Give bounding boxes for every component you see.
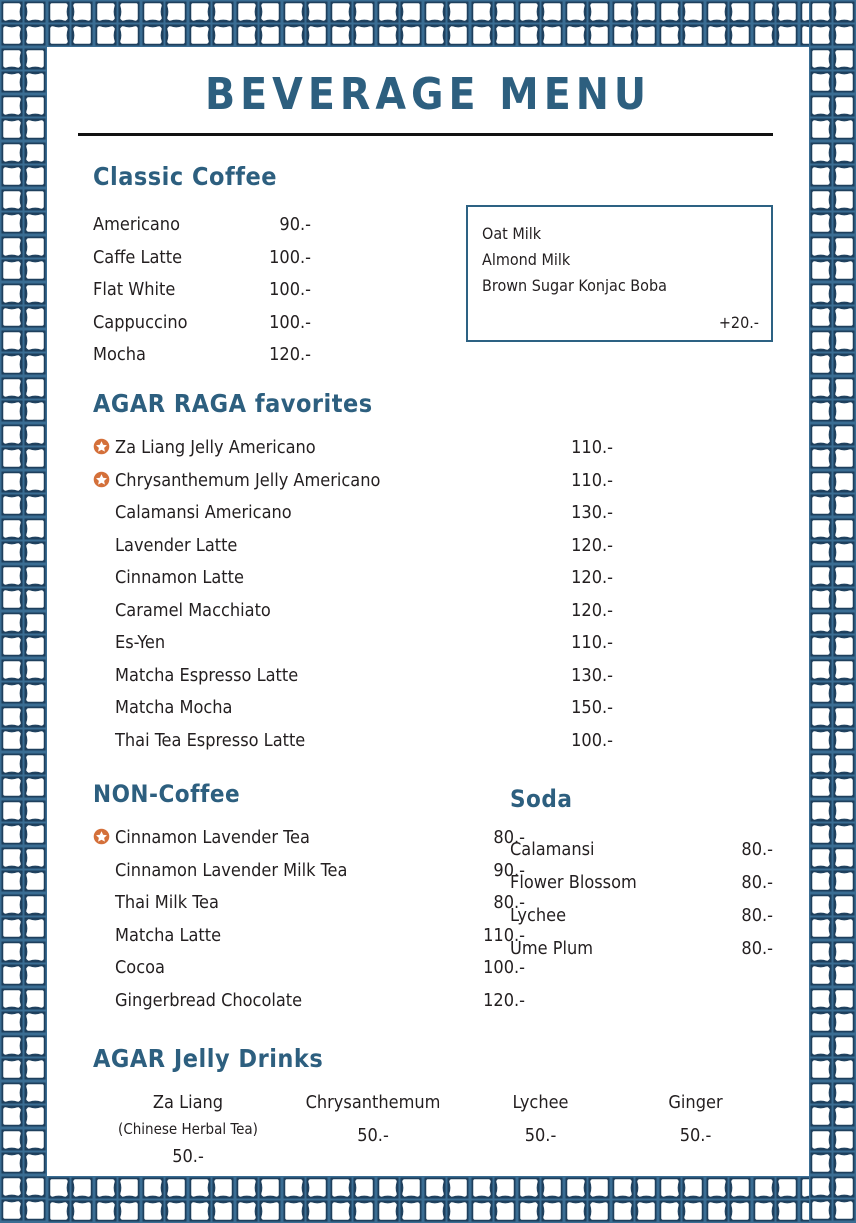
menu-item-row bbox=[93, 209, 343, 242]
soda-list bbox=[510, 833, 773, 965]
jelly-drink-price: 50.- bbox=[524, 1125, 557, 1146]
item-price: 130.- bbox=[571, 664, 613, 686]
star-slot bbox=[93, 436, 115, 453]
addon-item: Almond Milk bbox=[482, 250, 571, 269]
page-title: BEVERAGE MENU bbox=[204, 69, 652, 120]
star-slot bbox=[93, 826, 115, 843]
menu-item-row bbox=[93, 660, 613, 693]
item-price: 80.- bbox=[741, 938, 773, 959]
menu-item-row bbox=[93, 307, 343, 340]
jelly-drink-name: Za Liang bbox=[152, 1092, 224, 1113]
item-price: 80.- bbox=[741, 905, 773, 926]
item-name: Thai Tea Espresso Latte bbox=[115, 729, 306, 751]
item-price: 120.- bbox=[269, 344, 311, 365]
jelly-drink-item bbox=[618, 1089, 773, 1170]
menu-item-row bbox=[93, 339, 343, 372]
item-name: Cinnamon Lavender Milk Tea bbox=[115, 859, 348, 881]
section-classic-coffee bbox=[93, 162, 343, 372]
item-price: 80.- bbox=[493, 892, 525, 913]
item-name: Flat White bbox=[93, 279, 176, 300]
addon-item: Oat Milk bbox=[482, 224, 542, 243]
border-band-right bbox=[809, 0, 856, 1223]
item-price: 110.- bbox=[571, 437, 613, 458]
jelly-drink-name: Ginger bbox=[668, 1092, 723, 1113]
item-name: Calamansi Americano bbox=[115, 502, 292, 523]
item-name: Chrysanthemum Jelly Americano bbox=[115, 469, 381, 491]
menu-item-row bbox=[93, 562, 613, 595]
menu-item-row bbox=[510, 899, 773, 932]
section-heading-jelly-drinks: AGAR Jelly Drinks bbox=[93, 1044, 324, 1073]
section-heading-soda: Soda bbox=[510, 785, 573, 813]
favorites-list bbox=[93, 432, 613, 757]
menu-item-row bbox=[93, 725, 613, 758]
menu-item-row bbox=[93, 530, 613, 563]
item-name: Mocha bbox=[93, 344, 146, 365]
addons-box bbox=[466, 205, 773, 342]
item-price: 90.- bbox=[279, 214, 311, 235]
item-name: Lychee bbox=[510, 905, 567, 926]
star-icon bbox=[93, 471, 110, 488]
menu-item-row bbox=[510, 932, 773, 965]
jelly-drink-item bbox=[463, 1089, 618, 1170]
item-price: 110.- bbox=[483, 924, 525, 946]
item-name: Cinnamon Latte bbox=[115, 567, 244, 588]
item-price: 100.- bbox=[483, 957, 525, 978]
menu-item-row bbox=[93, 595, 613, 628]
addon-item: Brown Sugar Konjac Boba bbox=[482, 276, 667, 295]
menu-item-row bbox=[93, 274, 343, 307]
menu-item-row bbox=[93, 920, 525, 953]
item-name: Caramel Macchiato bbox=[115, 599, 271, 621]
menu-item-row bbox=[93, 985, 525, 1018]
jelly-drink-name: Chrysanthemum bbox=[305, 1092, 441, 1113]
item-name: Caffe Latte bbox=[93, 246, 183, 268]
item-price: 80.- bbox=[741, 839, 773, 860]
jelly-drink-item bbox=[93, 1089, 283, 1170]
menu-item-row bbox=[93, 822, 525, 855]
menu-item-row bbox=[510, 833, 773, 866]
item-name: Ume Plum bbox=[510, 938, 594, 959]
item-name: Cinnamon Lavender Tea bbox=[115, 827, 310, 848]
item-name: Flower Blossom bbox=[510, 872, 637, 893]
item-price: 100.- bbox=[269, 311, 311, 333]
jelly-drink-price: 50.- bbox=[357, 1125, 389, 1146]
item-price: 130.- bbox=[571, 502, 613, 523]
addons-price: +20.- bbox=[718, 313, 759, 332]
item-name: Cappuccino bbox=[93, 311, 188, 333]
jelly-drink-item bbox=[283, 1089, 463, 1170]
item-price: 110.- bbox=[571, 632, 613, 653]
item-price: 100.- bbox=[269, 279, 311, 300]
item-name: Lavender Latte bbox=[115, 534, 238, 556]
non-coffee-list bbox=[93, 822, 525, 1017]
star-slot bbox=[93, 469, 115, 486]
item-price: 100.- bbox=[571, 729, 613, 751]
menu-item-row bbox=[93, 465, 613, 498]
star-icon bbox=[93, 438, 110, 455]
item-name: Matcha Mocha bbox=[115, 697, 233, 718]
menu-item-row bbox=[93, 887, 525, 920]
item-name: Americano bbox=[93, 214, 180, 235]
menu-item-row bbox=[93, 497, 613, 530]
jelly-drinks-grid bbox=[93, 1089, 773, 1170]
menu-content bbox=[47, 47, 809, 1176]
jelly-drink-name: Lychee bbox=[512, 1092, 569, 1113]
classic-coffee-list bbox=[93, 209, 343, 372]
jelly-drink-note: (Chinese Herbal Tea) bbox=[118, 1120, 258, 1138]
item-price: 120.- bbox=[571, 599, 613, 621]
section-heading-classic-coffee: Classic Coffee bbox=[93, 162, 278, 191]
item-price: 120.- bbox=[483, 989, 525, 1011]
item-name: Matcha Latte bbox=[115, 924, 222, 946]
menu-item-row bbox=[93, 692, 613, 725]
item-name: Thai Milk Tea bbox=[115, 892, 219, 913]
section-heading-non-coffee: NON-Coffee bbox=[93, 780, 241, 808]
item-name: Matcha Espresso Latte bbox=[115, 664, 299, 686]
item-name: Calamansi bbox=[510, 839, 595, 860]
item-price: 90.- bbox=[493, 859, 525, 881]
section-non-coffee bbox=[93, 780, 525, 1017]
title-divider bbox=[78, 133, 773, 136]
item-price: 80.- bbox=[741, 872, 773, 893]
menu-item-row bbox=[93, 952, 525, 985]
item-name: Es-Yen bbox=[115, 632, 166, 653]
border-band-left bbox=[0, 0, 47, 1223]
item-price: 80.- bbox=[493, 827, 525, 848]
item-name: Gingerbread Chocolate bbox=[115, 989, 303, 1011]
star-icon bbox=[93, 828, 110, 845]
section-agar-raga-favorites bbox=[93, 389, 613, 757]
section-soda bbox=[510, 785, 773, 965]
item-name: Za Liang Jelly Americano bbox=[115, 437, 316, 458]
section-agar-jelly-drinks bbox=[93, 1044, 773, 1170]
border-band-top bbox=[0, 0, 856, 47]
jelly-drink-price: 50.- bbox=[172, 1146, 204, 1167]
menu-item-row bbox=[93, 242, 343, 275]
item-price: 150.- bbox=[571, 697, 613, 718]
item-price: 110.- bbox=[571, 469, 613, 491]
item-price: 120.- bbox=[571, 567, 613, 588]
item-name: Cocoa bbox=[115, 957, 165, 978]
menu-item-row bbox=[93, 627, 613, 660]
section-heading-favorites: AGAR RAGA favorites bbox=[93, 389, 373, 418]
menu-item-row bbox=[93, 855, 525, 888]
menu-item-row bbox=[93, 432, 613, 465]
item-price: 100.- bbox=[269, 246, 311, 268]
item-price: 120.- bbox=[571, 534, 613, 556]
jelly-drink-price: 50.- bbox=[679, 1125, 712, 1146]
border-band-bottom bbox=[0, 1176, 856, 1223]
menu-item-row bbox=[510, 866, 773, 899]
